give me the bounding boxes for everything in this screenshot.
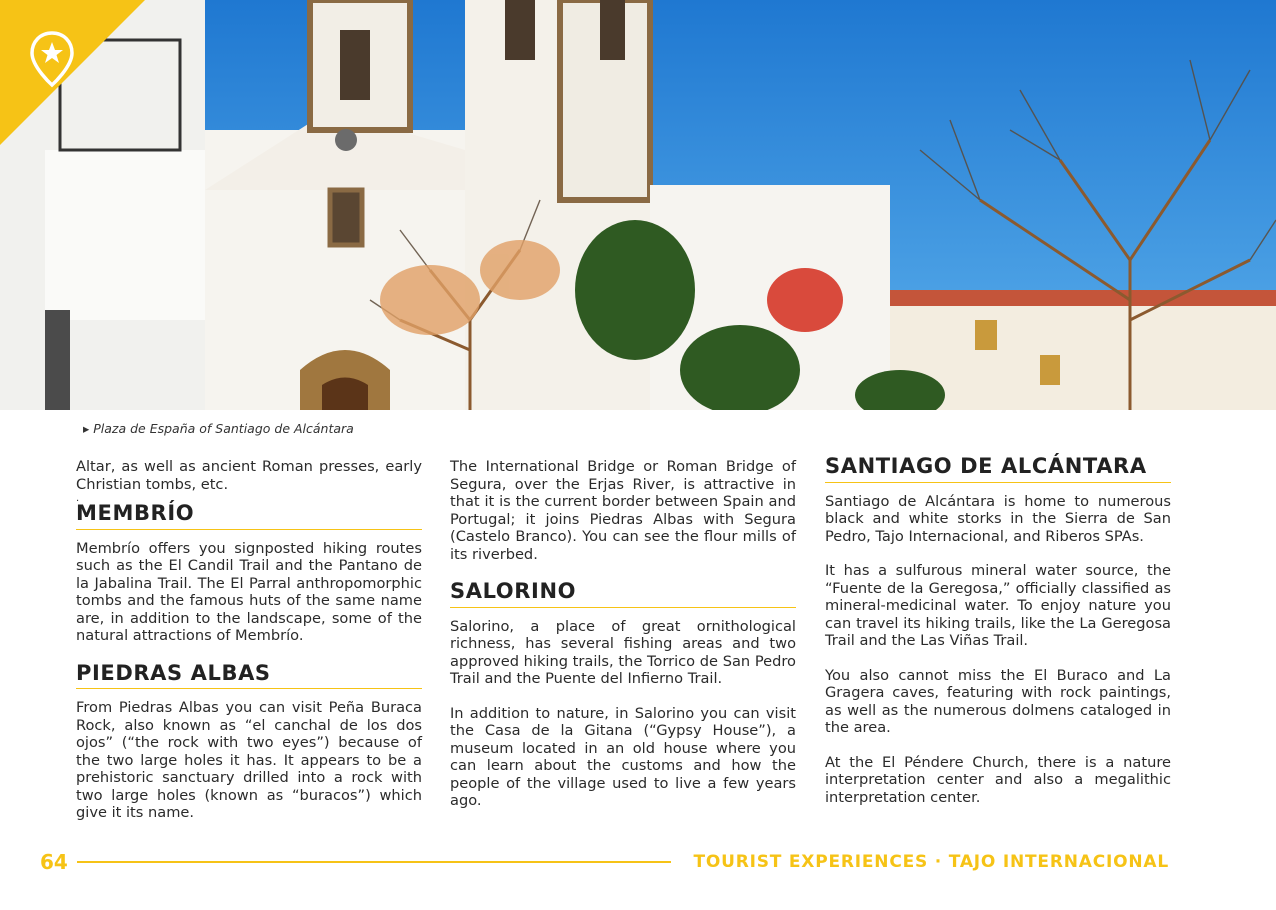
page-number: 64: [40, 850, 68, 874]
header-photo: [0, 0, 1276, 410]
heading-santiago: SANTIAGO DE ALCÁNTARA: [825, 458, 1171, 483]
santiago-text-3: You also cannot miss the El Buraco and La Gragera caves, featuring with rock paintings, as well as the numerous dolmens cataloged in the area.: [825, 666, 1171, 736]
bridge-text: The International Bridge or Roman Bridge of Segura, over the Erjas River, is attractive in that it is the current border between Spain and Portugal; it joins Piedras Albas with Segura (Castelo Branco). You can see the flour mills of its riverbed.: [450, 458, 796, 563]
santiago-text-2: It has a sulfurous mineral water source, the “Fuente de la Geregosa,” officially classified as mineral-medicinal water. To enjoy nature you can travel its hiking trails, like the La Geregosa Trail and the Las Viñas Trail.: [825, 562, 1171, 649]
salorino-text-1: Salorino, a place of great ornithological richness, has several fishing areas and two approved hiking trails, the Torrico de San Pedro Trail and the Puente del Infierno Trail.: [450, 617, 796, 687]
column-2: [450, 458, 796, 810]
membrio-text: Membrío offers you signposted hiking routes such as the El Candil Trail and the Pantano de la Jabalina Trail. The El Parral anthropomorphic tombs and the famous huts of the same name are, in addition to the landscape, some of the natural attractions of Membrío.: [76, 539, 422, 644]
heading-membrio: MEMBRÍO: [76, 505, 422, 530]
stray-dot: .: [76, 493, 80, 504]
santiago-text-1: Santiago de Alcántara is home to numerous black and white storks in the Sierra de San Pedro, Tajo Internacional, and Riberos SPAs.: [825, 492, 1171, 545]
heading-piedras-albas: PIEDRAS ALBAS: [76, 665, 422, 690]
section-title: TOURIST EXPERIENCES · TAJO INTERNACIONAL: [693, 852, 1169, 872]
intro-text: Altar, as well as ancient Roman presses, early Christian tombs, etc.: [76, 458, 422, 493]
santiago-text-4: At the El Péndere Church, there is a nature interpretation center and also a megalithic interpretation center.: [825, 753, 1171, 806]
salorino-text-2: In addition to nature, in Salorino you can visit the Casa de la Gitana (“Gypsy House”), a museum located in an old house where you can learn about the customs and how the people of the village used to live a few years ago.: [450, 704, 796, 809]
photo-caption: ▸ Plaza de España of Santiago de Alcántara: [83, 421, 354, 436]
heading-salorino: SALORINO: [450, 583, 796, 608]
column-3: [825, 454, 1171, 806]
location-star-icon: [28, 30, 76, 90]
column-1: [76, 458, 422, 822]
footer-rule: [77, 861, 671, 863]
piedras-albas-text: From Piedras Albas you can visit Peña Buraca Rock, also known as “el canchal de los dos ojos” (“the rock with two eyes”) because of the two large holes it has. It appears to be a prehistoric sanctuary drilled into a rock with two large holes (known as “buracos”) which give it its name.: [76, 699, 422, 821]
